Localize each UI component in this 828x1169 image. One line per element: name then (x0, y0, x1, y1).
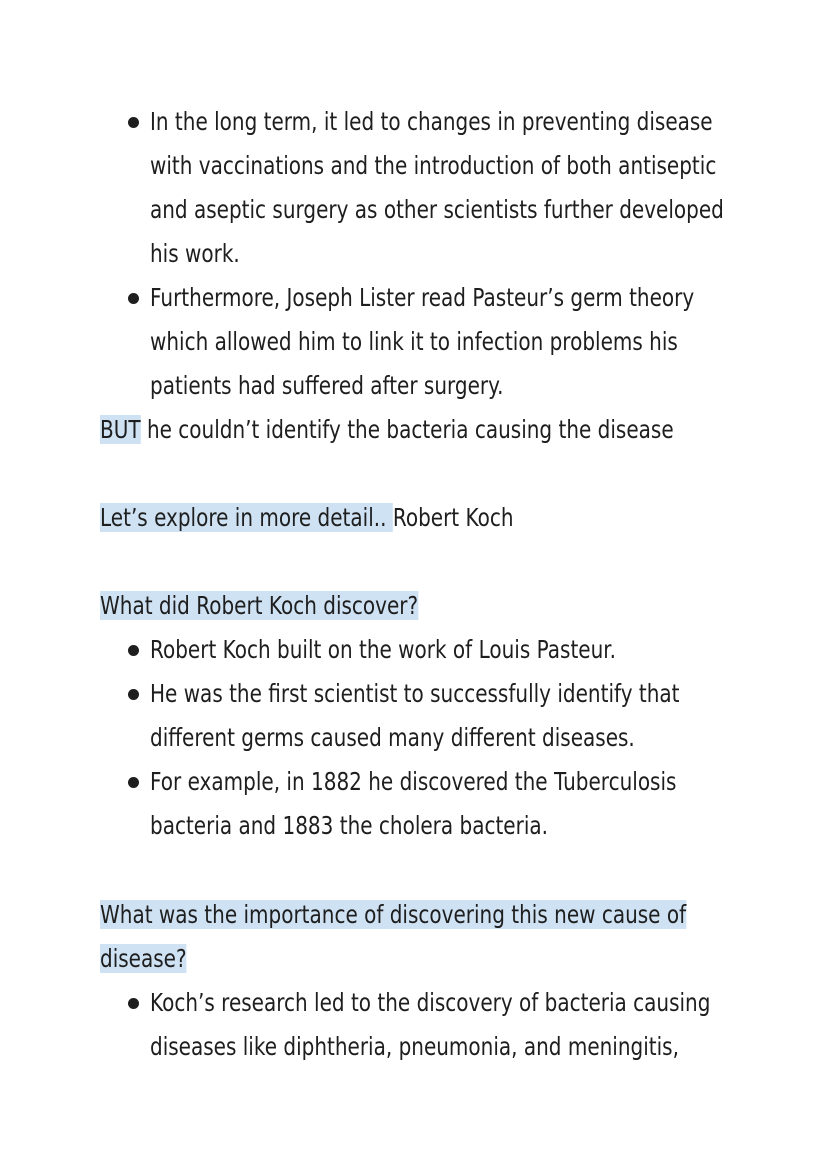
bullet-icon (128, 777, 139, 788)
text-line: bacteria and 1883 the cholera bacteria. (150, 811, 548, 840)
but-line (100, 408, 674, 452)
text-line: diseases like diphtheria, pneumonia, and meningitis, (150, 1032, 679, 1061)
list-item-text (150, 760, 676, 848)
highlighted-text: What did Robert Koch discover? (100, 591, 419, 620)
bullet-icon (128, 117, 139, 128)
text-line: different germs caused many different diseases. (150, 723, 635, 752)
bullet-icon (128, 293, 139, 304)
section-heading (100, 893, 686, 937)
highlighted-text: What was the importance of discovering this new cause of (100, 900, 687, 929)
text-line: Robert Koch built on the work of Louis Pasteur. (150, 635, 617, 664)
section-heading (100, 584, 418, 628)
text-line: In the long term, it led to changes in preventing disease (150, 107, 713, 136)
highlighted-text: BUT (100, 415, 141, 444)
text-line: He was the first scientist to successfully identify that (150, 679, 680, 708)
list-item-text (150, 276, 694, 408)
section-heading-continued (100, 937, 187, 981)
text-line: Furthermore, Joseph Lister read Pasteur’s germ theory (150, 283, 695, 312)
text-line: which allowed him to link it to infection problems his (150, 327, 678, 356)
bullet-icon (128, 998, 139, 1009)
text-line: For example, in 1882 he discovered the Tuberculosis (150, 767, 677, 796)
text-line: patients had suffered after surgery. (150, 371, 504, 400)
list-item-text (150, 628, 616, 672)
text-line: with vaccinations and the introduction of both antiseptic (150, 151, 717, 180)
text-line: Koch’s research led to the discovery of bacteria causing (150, 988, 711, 1017)
text-line: his work. (150, 239, 240, 268)
text-span: he couldn’t identify the bacteria causing the disease (140, 415, 674, 444)
bullet-icon (128, 689, 139, 700)
highlighted-text: Let’s explore in more detail.. (100, 503, 393, 532)
highlighted-text: disease? (100, 944, 187, 973)
explore-line (100, 496, 514, 540)
list-item-text (150, 672, 680, 760)
list-item-text (150, 100, 724, 276)
bullet-icon (128, 645, 139, 656)
text-span: Robert Koch (392, 503, 514, 532)
text-line: and aseptic surgery as other scientists further developed (150, 195, 724, 224)
list-item-text (150, 981, 710, 1069)
